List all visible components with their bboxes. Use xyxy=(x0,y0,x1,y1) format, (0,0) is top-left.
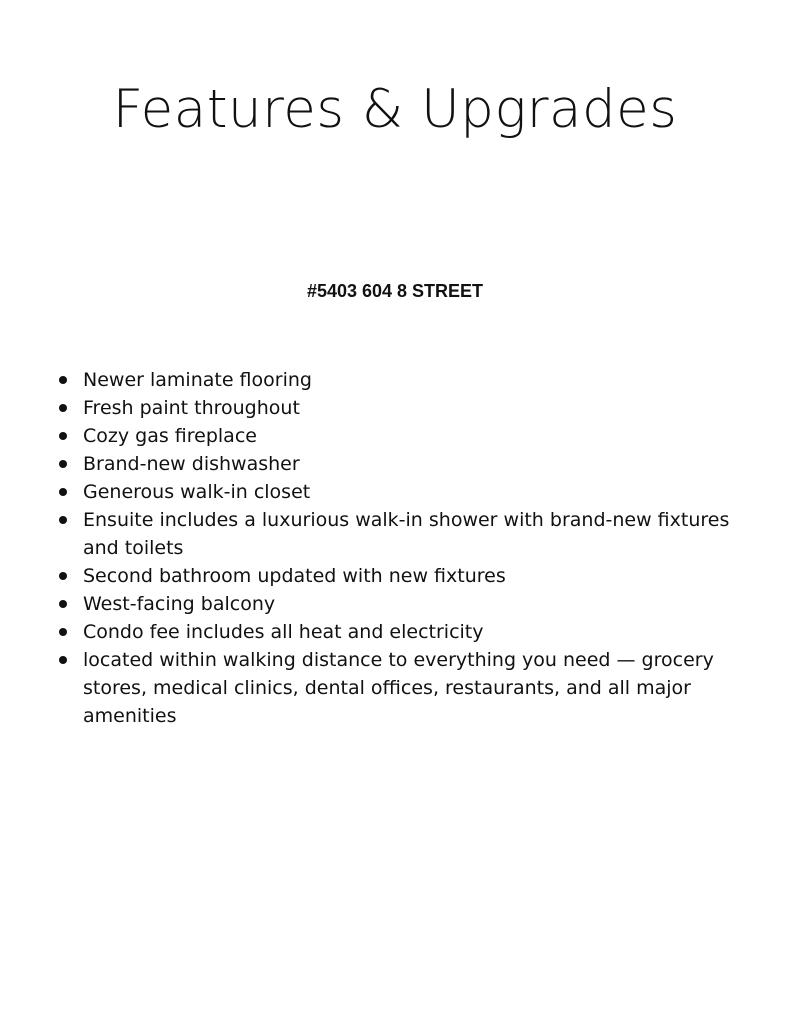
feature-item xyxy=(58,394,748,422)
feature-item xyxy=(58,366,748,394)
bullet-icon xyxy=(59,516,67,524)
feature-item xyxy=(58,422,748,450)
bullet-icon xyxy=(59,460,67,468)
features-list xyxy=(58,366,748,730)
bullet-icon xyxy=(59,656,67,664)
feature-item xyxy=(58,450,748,478)
feature-text: Brand-new dishwasher xyxy=(83,453,300,475)
bullet-icon xyxy=(59,432,67,440)
feature-text: Condo fee includes all heat and electricity xyxy=(83,621,484,643)
feature-text: Generous walk-in closet xyxy=(83,481,311,503)
bullet-icon xyxy=(59,376,67,384)
feature-text: Second bathroom updated with new fixtures xyxy=(83,565,506,587)
feature-item xyxy=(58,590,748,618)
feature-item xyxy=(58,618,748,646)
feature-text: Fresh paint throughout xyxy=(83,397,300,419)
feature-text: located within walking distance to everything you need — grocery stores, medical clinics, dental offices, restaurants, and all major amenities xyxy=(83,649,714,727)
feature-text: Ensuite includes a luxurious walk-in shower with brand-new fixtures and toilets xyxy=(83,509,730,559)
feature-item xyxy=(58,478,748,506)
feature-item xyxy=(58,506,748,562)
feature-text: Newer laminate flooring xyxy=(83,369,312,391)
feature-item xyxy=(58,646,748,730)
bullet-icon xyxy=(59,488,67,496)
feature-item xyxy=(58,562,748,590)
bullet-icon xyxy=(59,572,67,580)
bullet-icon xyxy=(59,628,67,636)
feature-text: Cozy gas fireplace xyxy=(83,425,257,447)
bullet-icon xyxy=(59,600,67,608)
property-address: #5403 604 8 STREET xyxy=(306,281,484,301)
page-title: Features & Upgrades xyxy=(112,79,678,140)
bullet-icon xyxy=(59,404,67,412)
feature-text: West-facing balcony xyxy=(83,593,276,615)
